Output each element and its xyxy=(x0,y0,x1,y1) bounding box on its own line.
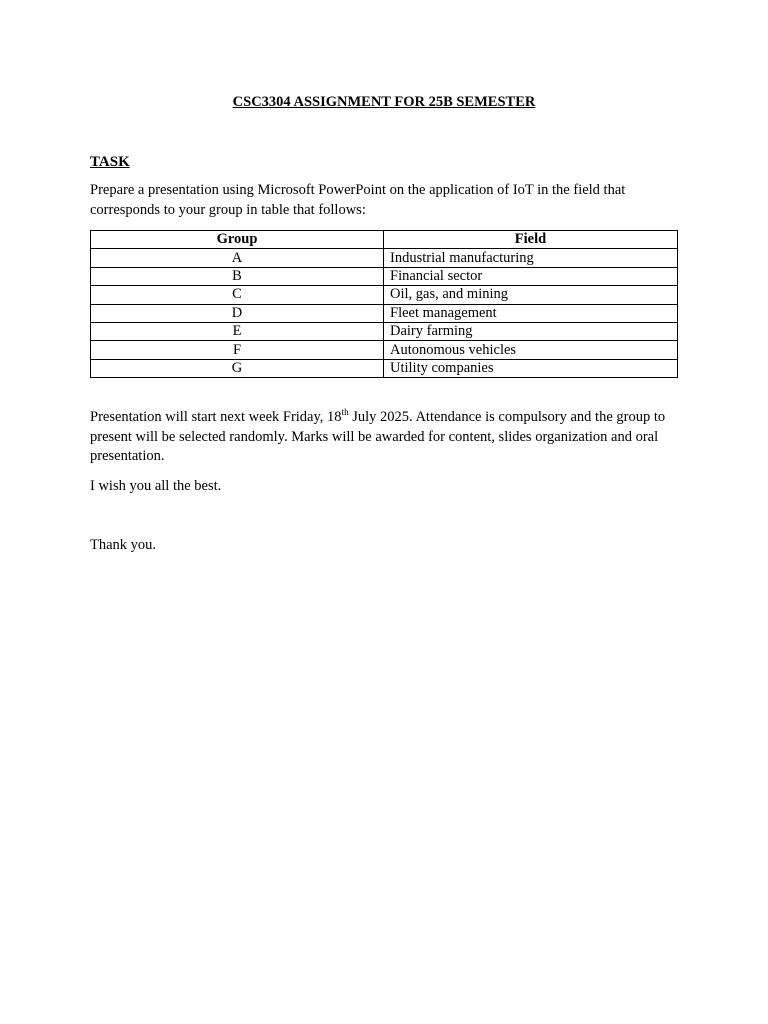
field-cell: Oil, gas, and mining xyxy=(384,286,678,304)
table-row xyxy=(91,249,678,267)
group-field-table xyxy=(90,230,678,378)
table-row xyxy=(91,322,678,340)
presentation-text-end: July 2025. Attendance is compulsory and the group to present will be selected randomly. Marks will be awarded for content, slides organization and oral presentation. xyxy=(90,409,666,464)
field-column-header: Field xyxy=(384,231,678,249)
group-cell: D xyxy=(91,304,384,322)
field-cell: Financial sector xyxy=(384,267,678,285)
group-cell: E xyxy=(91,322,384,340)
group-cell: A xyxy=(91,249,384,267)
group-cell: G xyxy=(91,359,384,377)
table-row xyxy=(91,341,678,359)
presentation-text-start: Presentation will start next week Friday, 18 xyxy=(90,409,342,425)
group-cell: B xyxy=(91,267,384,285)
field-cell: Industrial manufacturing xyxy=(384,249,678,267)
group-column-header: Group xyxy=(91,231,384,249)
table-row xyxy=(91,286,678,304)
field-cell: Autonomous vehicles xyxy=(384,341,678,359)
table-header-row xyxy=(91,231,678,249)
task-description: Prepare a presentation using Microsoft PowerPoint on the application of IoT in the field that corresponds to your group in table that follows: xyxy=(90,182,626,218)
table-row xyxy=(91,304,678,322)
presentation-details xyxy=(90,408,680,467)
task-heading: TASK xyxy=(90,154,130,170)
group-cell: F xyxy=(91,341,384,359)
group-cell: C xyxy=(91,286,384,304)
date-ordinal-suffix: th xyxy=(341,407,349,418)
table-row xyxy=(91,267,678,285)
table-row xyxy=(91,359,678,377)
closing-line: Thank you. xyxy=(90,537,157,553)
wish-line: I wish you all the best. xyxy=(90,478,222,494)
document-title: CSC3304 ASSIGNMENT FOR 25B SEMESTER xyxy=(232,94,536,110)
field-cell: Fleet management xyxy=(384,304,678,322)
field-cell: Utility companies xyxy=(384,359,678,377)
field-cell: Dairy farming xyxy=(384,322,678,340)
